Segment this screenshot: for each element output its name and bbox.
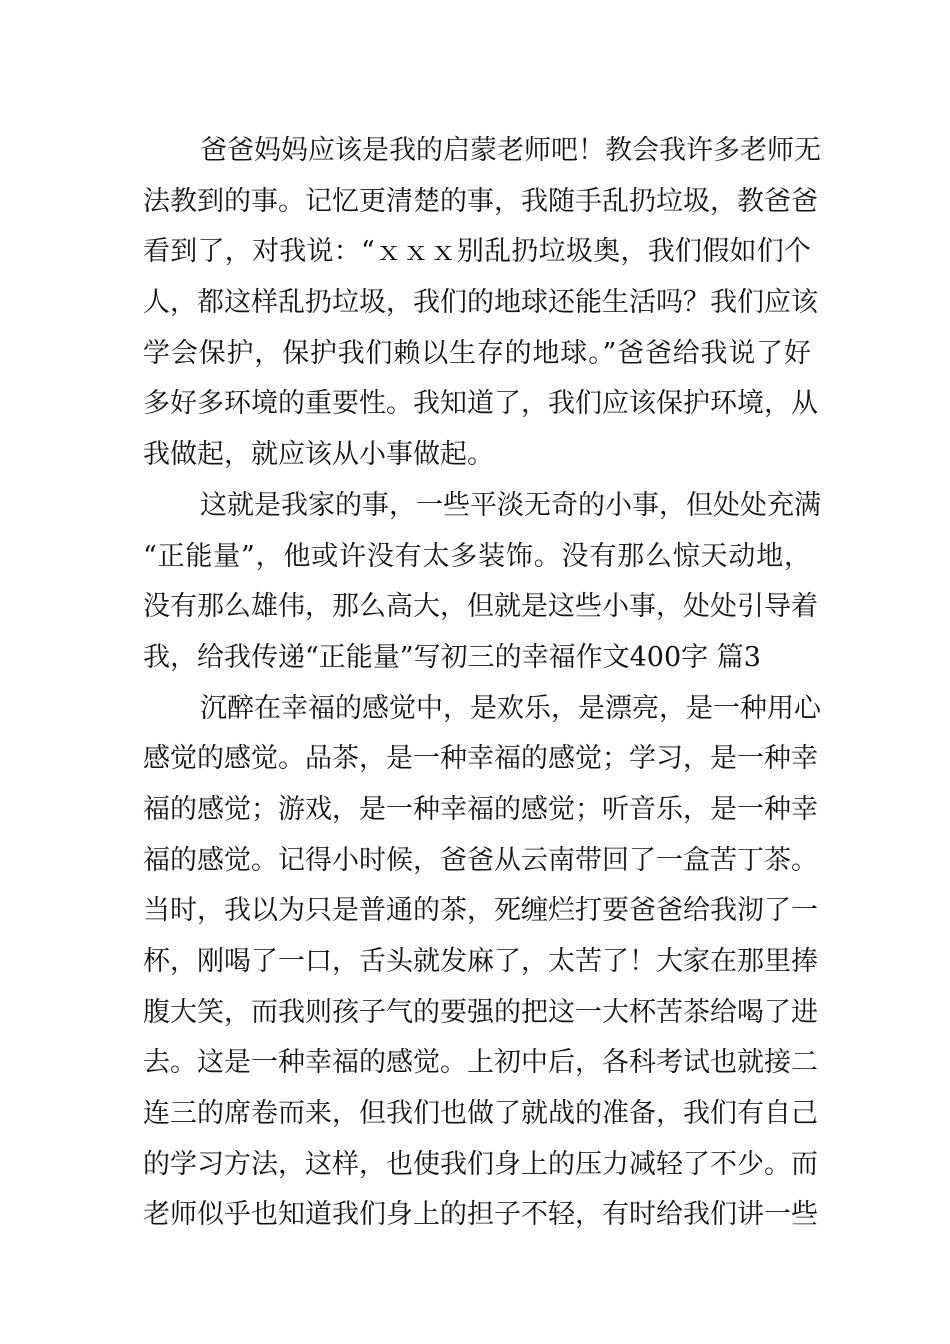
paragraph-line: 学会保护，保护我们赖以生存的地球。”爸爸给我说了好: [143, 337, 811, 369]
paragraph-line: 我做起，就应该从小事做起。: [143, 439, 494, 471]
paragraph-line: 杯，刚喝了一口，舌头就发麻了，太苦了！大家在那里捧: [143, 946, 818, 977]
paragraph-line: 福的感觉。记得小时候，爸爸从云南带回了一盒苦丁茶。: [143, 844, 818, 876]
paragraph-line: 多好多环境的重要性。我知道了，我们应该保护环境，从: [143, 388, 818, 420]
paragraph-line: 福的感觉；游戏，是一种幸福的感觉；听音乐，是一种幸: [143, 793, 818, 825]
paragraph-line: 法教到的事。记忆更清楚的事，我随手乱扔垃圾，教爸爸: [143, 185, 818, 217]
paragraph-line: 的学习方法，这样，也使我们身上的压力减轻了不少。而: [143, 1148, 818, 1180]
paragraph-line: 连三的席卷而来，但我们也做了就战的准备，我们有自己: [143, 1098, 818, 1130]
paragraph-line: “正能量”，他或许没有太多装饰。没有那么惊天动地，: [143, 540, 811, 572]
paragraph-line: 人，都这样乱扔垃圾，我们的地球还能生活吗？我们应该: [143, 287, 818, 319]
paragraph-line: 爸爸妈妈应该是我的启蒙老师吧！教会我许多老师无: [200, 135, 821, 166]
paragraph-line: 腹大笑，而我则孩子气的要强的把这一大杯苦茶给喝了进: [143, 996, 818, 1028]
paragraph-line: 老师似乎也知道我们身上的担子不轻，有时给我们讲一些: [143, 1199, 818, 1231]
paragraph-line: 没有那么雄伟，那么高大，但就是这些小事，处处引导着: [143, 591, 818, 623]
paragraph-line: 去。这是一种幸福的感觉。上初中后，各科考试也就接二: [143, 1047, 818, 1079]
paragraph-line: 我，给我传递“正能量”写初三的幸福作文400字 篇3: [143, 641, 761, 673]
paragraph-line: 看到了，对我说：“ｘｘｘ别乱扔垃圾奥，我们假如们个: [143, 236, 811, 268]
paragraph-line: 沉醉在幸福的感觉中，是欢乐，是漂亮，是一种用心: [200, 692, 821, 724]
body-text: [143, 126, 821, 1241]
paragraph-line: 感觉的感觉。品茶，是一种幸福的感觉；学习，是一种幸: [143, 743, 818, 775]
paragraph-line: 当时，我以为只是普通的茶，死缠烂打要爸爸给我沏了一: [143, 895, 818, 927]
paragraph-line: 这就是我家的事，一些平淡无奇的小事，但处处充满: [200, 489, 821, 521]
